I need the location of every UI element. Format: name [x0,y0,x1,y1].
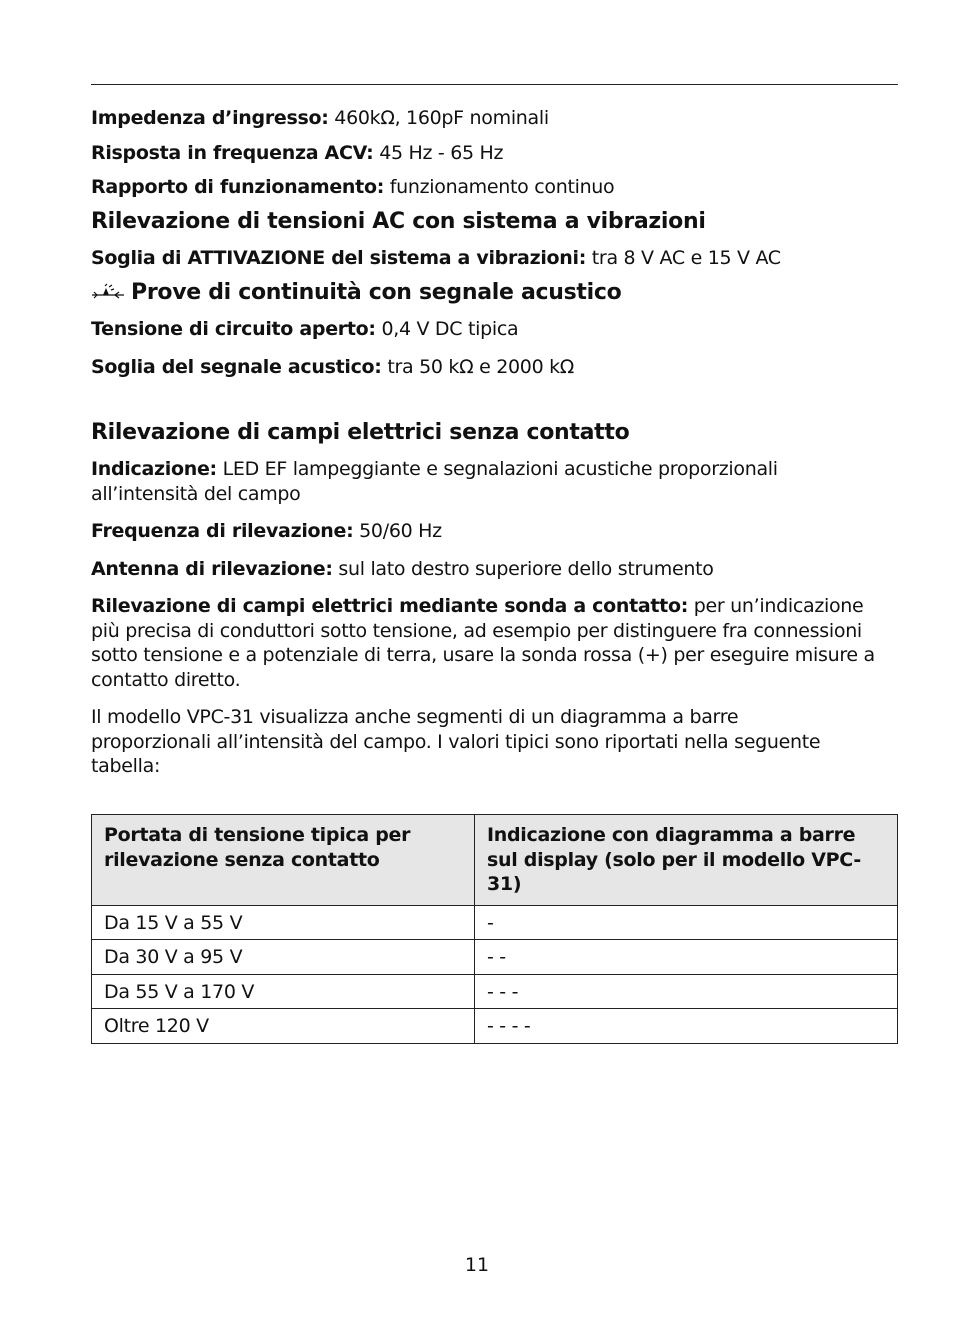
table-cell: Da 30 V a 95 V [92,940,475,975]
table-row [92,940,898,975]
bargraph-table [91,814,898,1044]
spec-detection-antenna: Antenna di rilevazione: sul lato destro superiore dello strumento [91,557,714,580]
table-cell: - - [475,940,898,975]
table-row [92,974,898,1009]
table-cell: Da 15 V a 55 V [92,905,475,940]
ncv-heading: Rilevazione di campi elettrici senza contatto [91,420,630,445]
buzzer-icon [91,281,125,299]
spec-vibration-threshold: Soglia di ATTIVAZIONE del sistema a vibrazioni: tra 8 V AC e 15 V AC [91,246,781,269]
top-rule [91,84,898,85]
vibration-heading: Rilevazione di tensioni AC con sistema a vibrazioni [91,208,706,234]
spec-content [91,106,898,779]
spec-duty-cycle: Rapporto di funzionamento: funzionamento continuo [91,176,615,198]
table-cell: - - - [475,974,898,1009]
spec-open-circuit-voltage: Tensione di circuito aperto: 0,4 V DC tipica [91,318,519,340]
continuity-heading: Prove di continuità con segnale acustico [91,279,898,307]
spec-indication: Indicazione: LED EF lampeggiante e segnalazioni acustiche proporzionali all’intensità del campo [91,458,778,505]
spec-beeper-threshold: Soglia del segnale acustico: tra 50 kΩ e 2000 kΩ [91,355,575,378]
table-row [92,1009,898,1044]
table-row [92,905,898,940]
table-cell: - - - - [475,1009,898,1044]
page-number: 11 [464,1254,490,1276]
spec-detection-frequency: Frequenza di rilevazione: 50/60 Hz [91,520,442,542]
table-cell: - [475,905,898,940]
ncv-paragraph: Il modello VPC-31 visualizza anche segmenti di un diagramma a barre proporzionali all’intensità del campo. I valori tipici sono riportati nella seguente tabella: [91,706,821,777]
table-cell: Oltre 120 V [92,1009,475,1044]
table-header: Portata di tensione tipica per rilevazione senza contatto [92,815,475,906]
table-header: Indicazione con diagramma a barre sul display (solo per il modello VPC-31) [475,815,898,906]
spec-contact-probe: Rilevazione di campi elettrici mediante sonda a contatto: per un’indicazione più precisa di conduttori sotto tensione, ad esempio per distinguere fra connessioni sotto tensione e a potenziale di terra, usare la sonda rossa (+) per eseguire misure a contatto diretto. [91,595,875,691]
table-header-row [92,815,898,906]
spec-frequency-response: Risposta in frequenza ACV: 45 Hz - 65 Hz [91,141,504,164]
spec-input-impedance: Impedenza d’ingresso: 460kΩ, 160pF nominali [91,107,549,129]
table-cell: Da 55 V a 170 V [92,974,475,1009]
